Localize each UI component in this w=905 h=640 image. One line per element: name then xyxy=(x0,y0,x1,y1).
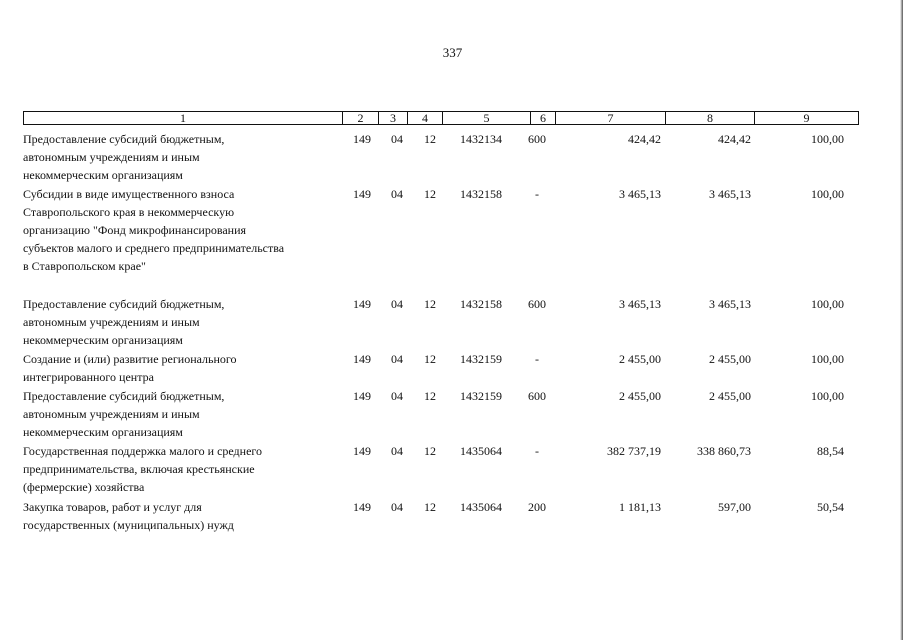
row-description-line: Ставропольского края в некоммерческую xyxy=(23,205,235,219)
header-col-5: 5 xyxy=(442,111,531,125)
row-description-line: автономным учреждениям и иным xyxy=(23,407,200,421)
cell-col-5: 1435064 xyxy=(460,444,502,458)
cell-col-5: 1432134 xyxy=(460,132,502,146)
row-description xyxy=(23,387,343,441)
cell-col-7: 1 181,13 xyxy=(619,500,661,514)
cell-col-6: - xyxy=(535,352,539,366)
scan-edge-shadow xyxy=(900,0,903,640)
row-description-line: некоммерческим организациям xyxy=(23,425,183,439)
row-description-line: интегрированного центра xyxy=(23,370,154,384)
cell-col-8: 2 455,00 xyxy=(709,389,751,403)
cell-col-4: 12 xyxy=(424,187,436,201)
cell-col-7: 424,42 xyxy=(628,132,661,146)
row-description-line: некоммерческим организациям xyxy=(23,168,183,182)
cell-col-2: 149 xyxy=(353,500,371,514)
row-description-line: Закупка товаров, работ и услуг для xyxy=(23,500,202,514)
row-description-line: организацию "Фонд микрофинансирования xyxy=(23,223,247,237)
row-description-line: Предоставление субсидий бюджетным, xyxy=(23,132,225,146)
cell-col-7: 382 737,19 xyxy=(607,444,661,458)
cell-col-4: 12 xyxy=(424,500,436,514)
header-col-8: 8 xyxy=(665,111,755,125)
row-description-line: (фермерские) хозяйства xyxy=(23,480,145,494)
cell-col-3: 04 xyxy=(391,297,403,311)
row-description-line: автономным учреждениям и иным xyxy=(23,315,200,329)
row-description-line: некоммерческим организациям xyxy=(23,333,183,347)
cell-col-5: 1432159 xyxy=(460,389,502,403)
cell-col-9: 100,00 xyxy=(811,187,844,201)
cell-col-2: 149 xyxy=(353,389,371,403)
cell-col-6: 600 xyxy=(528,132,546,146)
cell-col-6: 600 xyxy=(528,297,546,311)
cell-col-9: 50,54 xyxy=(817,500,844,514)
cell-col-4: 12 xyxy=(424,297,436,311)
cell-col-6: 600 xyxy=(528,389,546,403)
row-description-line: субъектов малого и среднего предпринимательства xyxy=(23,241,285,255)
row-description xyxy=(23,498,343,534)
row-description xyxy=(23,130,343,184)
cell-col-3: 04 xyxy=(391,389,403,403)
table-header xyxy=(23,111,859,127)
cell-col-3: 04 xyxy=(391,444,403,458)
row-description-line: предпринимательства, включая крестьянские xyxy=(23,462,255,476)
row-description-line: Субсидии в виде имущественного взноса xyxy=(23,187,235,201)
header-col-1: 1 xyxy=(23,111,343,125)
row-description-line: в Ставропольском крае" xyxy=(23,259,146,273)
cell-col-8: 2 455,00 xyxy=(709,352,751,366)
row-description xyxy=(23,350,343,386)
cell-col-3: 04 xyxy=(391,132,403,146)
cell-col-7: 2 455,00 xyxy=(619,389,661,403)
cell-col-8: 424,42 xyxy=(718,132,751,146)
cell-col-2: 149 xyxy=(353,444,371,458)
cell-col-2: 149 xyxy=(353,132,371,146)
cell-col-9: 100,00 xyxy=(811,352,844,366)
row-description-line: Предоставление субсидий бюджетным, xyxy=(23,297,225,311)
row-description-line: государственных (муниципальных) нужд xyxy=(23,518,234,532)
cell-col-4: 12 xyxy=(424,132,436,146)
cell-col-4: 12 xyxy=(424,389,436,403)
cell-col-7: 3 465,13 xyxy=(619,187,661,201)
row-description xyxy=(23,295,343,349)
cell-col-5: 1432159 xyxy=(460,352,502,366)
cell-col-2: 149 xyxy=(353,297,371,311)
cell-col-9: 88,54 xyxy=(817,444,844,458)
cell-col-9: 100,00 xyxy=(811,389,844,403)
header-col-9: 9 xyxy=(754,111,859,125)
header-col-7: 7 xyxy=(555,111,666,125)
cell-col-8: 597,00 xyxy=(718,500,751,514)
cell-col-5: 1432158 xyxy=(460,187,502,201)
cell-col-7: 3 465,13 xyxy=(619,297,661,311)
cell-col-3: 04 xyxy=(391,187,403,201)
page-number: 337 xyxy=(442,45,463,60)
cell-col-5: 1432158 xyxy=(460,297,502,311)
row-description xyxy=(23,185,343,275)
row-description-line: Предоставление субсидий бюджетным, xyxy=(23,389,225,403)
cell-col-4: 12 xyxy=(424,352,436,366)
header-col-3: 3 xyxy=(378,111,408,125)
cell-col-3: 04 xyxy=(391,352,403,366)
header-col-2: 2 xyxy=(342,111,379,125)
cell-col-8: 3 465,13 xyxy=(709,187,751,201)
cell-col-3: 04 xyxy=(391,500,403,514)
header-col-6: 6 xyxy=(530,111,556,125)
row-description-line: Создание и (или) развитие регионального xyxy=(23,352,237,366)
cell-col-8: 3 465,13 xyxy=(709,297,751,311)
cell-col-9: 100,00 xyxy=(811,132,844,146)
row-description-line: Государственная поддержка малого и среднего xyxy=(23,444,263,458)
cell-col-5: 1435064 xyxy=(460,500,502,514)
cell-col-6: - xyxy=(535,187,539,201)
row-description xyxy=(23,442,343,496)
cell-col-8: 338 860,73 xyxy=(697,444,751,458)
cell-col-4: 12 xyxy=(424,444,436,458)
cell-col-9: 100,00 xyxy=(811,297,844,311)
header-col-4: 4 xyxy=(407,111,443,125)
cell-col-2: 149 xyxy=(353,187,371,201)
cell-col-6: - xyxy=(535,444,539,458)
row-description-line: автономным учреждениям и иным xyxy=(23,150,200,164)
cell-col-7: 2 455,00 xyxy=(619,352,661,366)
cell-col-6: 200 xyxy=(528,500,546,514)
cell-col-2: 149 xyxy=(353,352,371,366)
